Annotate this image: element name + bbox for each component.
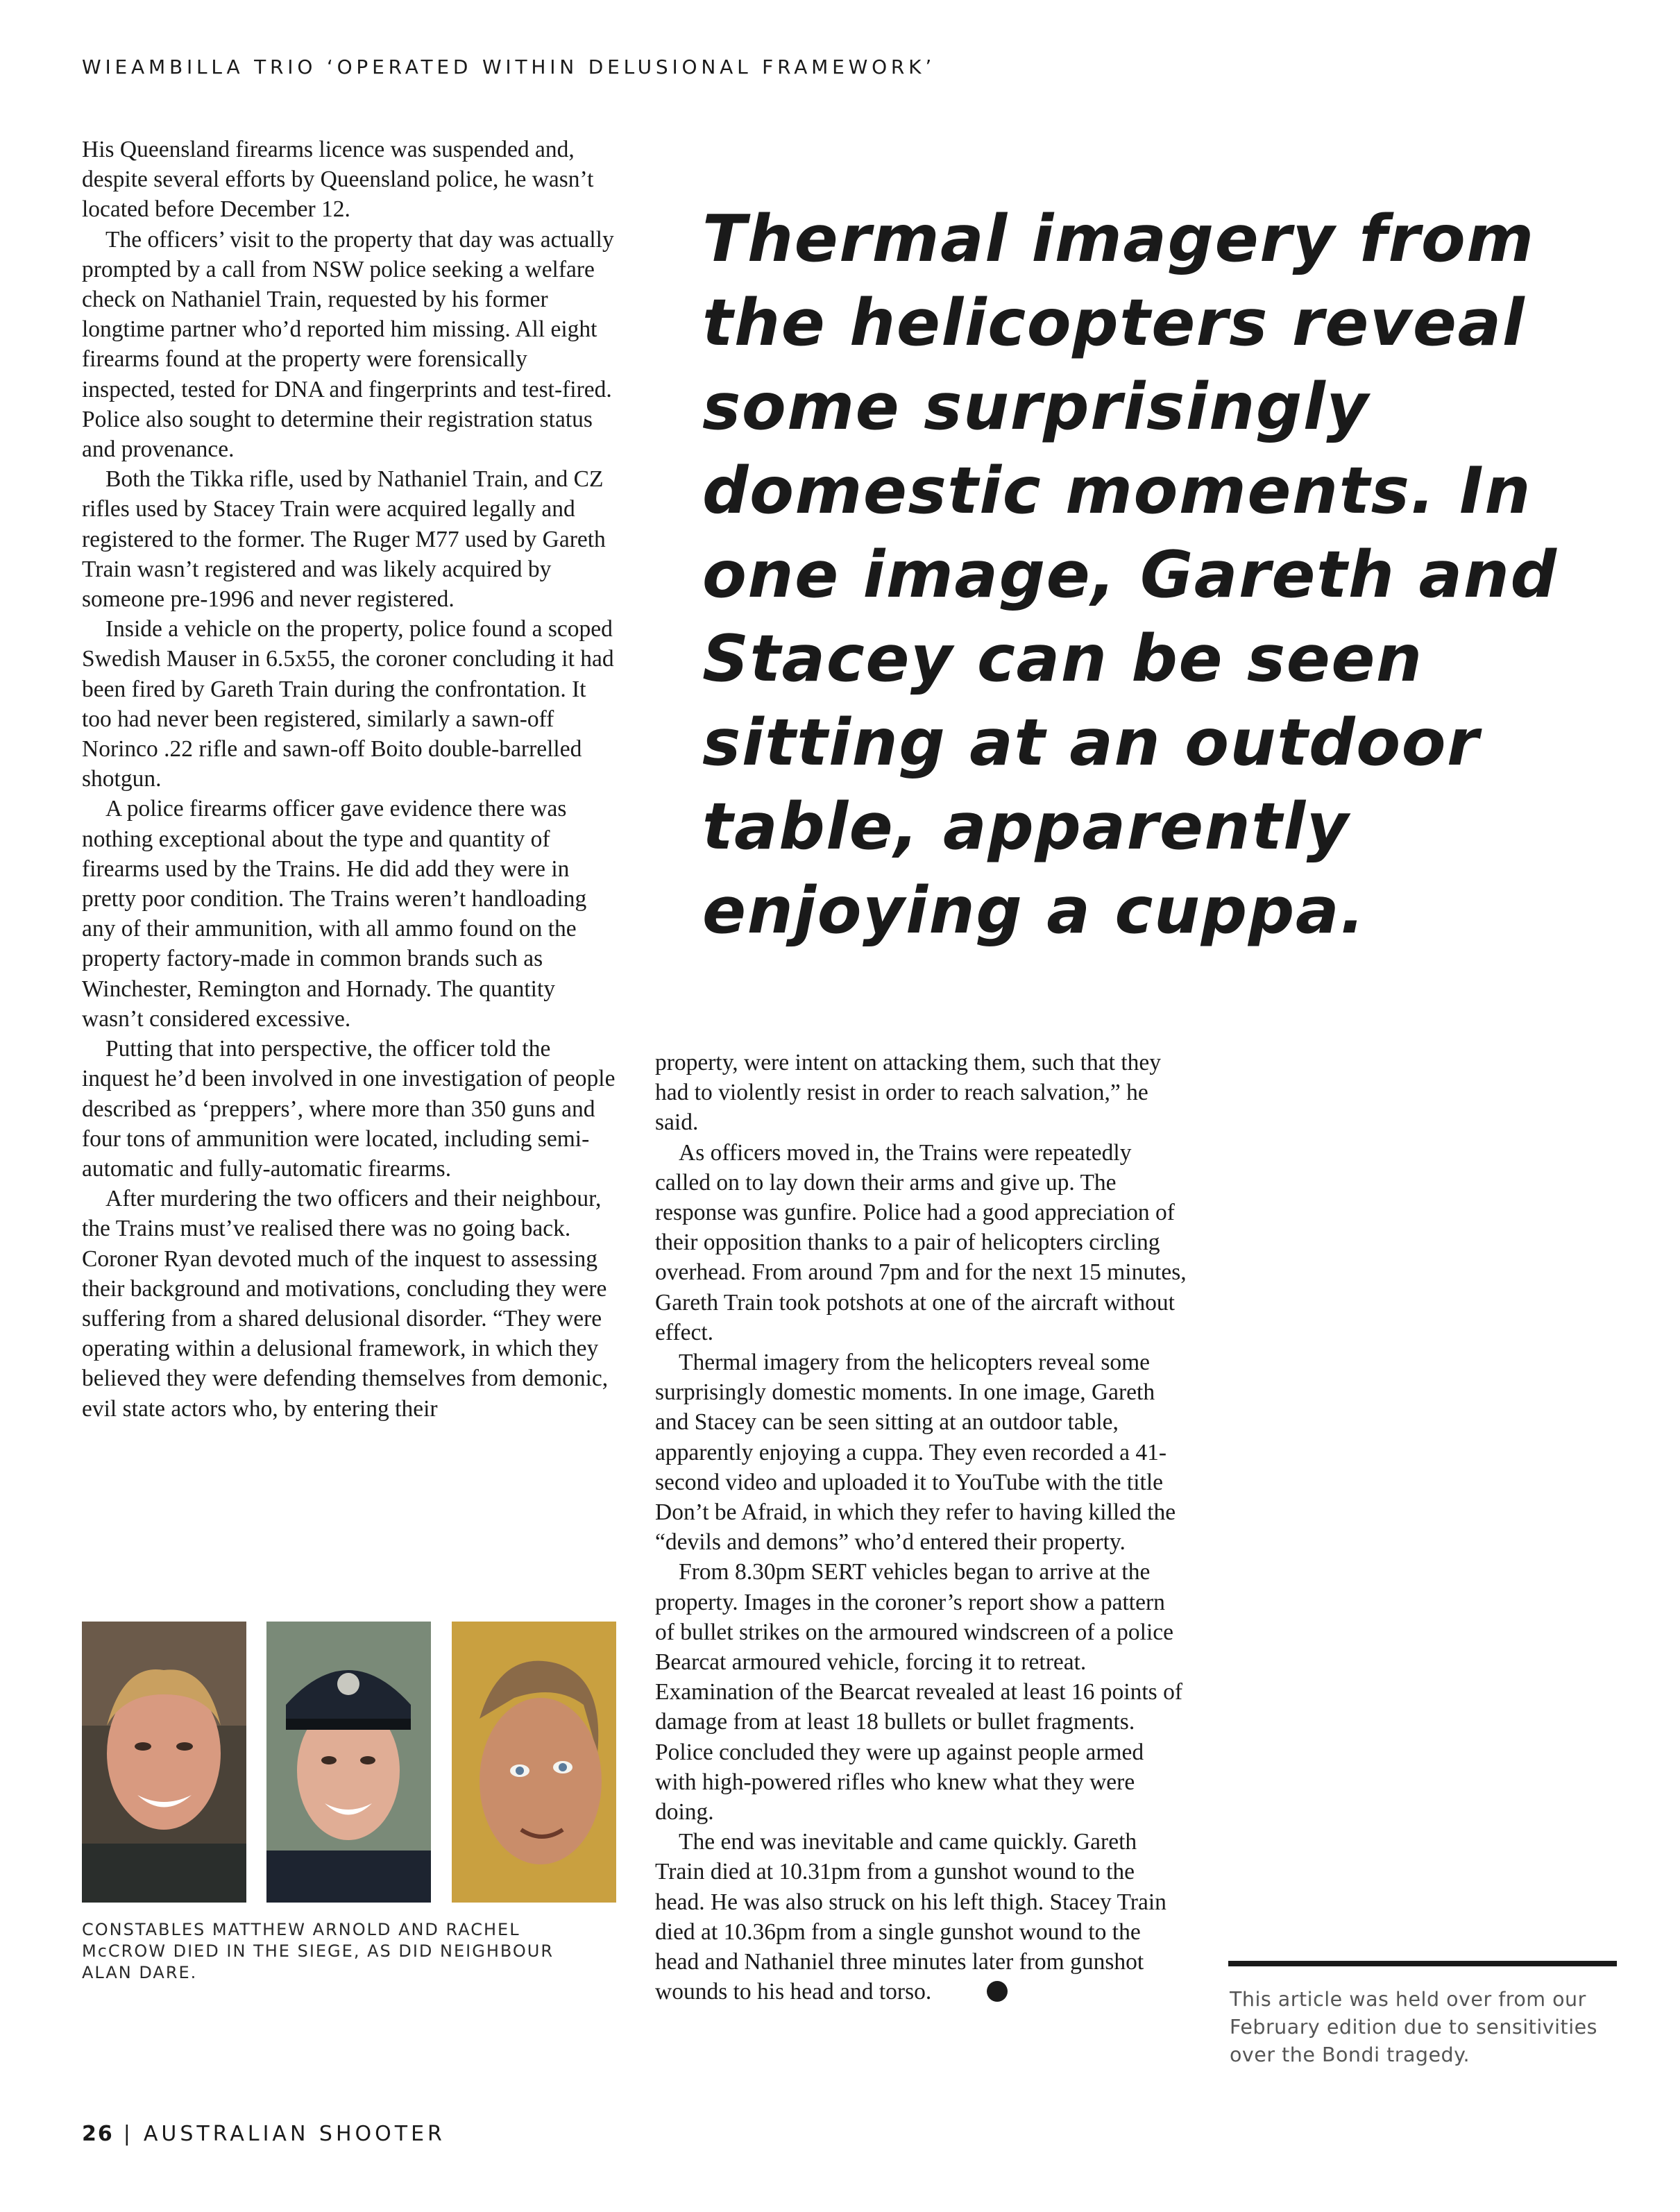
portrait-photo-alan-dare	[452, 1622, 616, 1903]
paragraph: Inside a vehicle on the property, police found a scoped Swedish Mauser in 6.5x55, the coroner concluding it had been fired by Gareth Train during the confrontation. It too had never been registered, similarly a sawn-off Norinco .22 rifle and sawn-off Boito double-barrelled shotgun.	[82, 616, 614, 792]
paragraph: After murdering the two officers and their neighbour, the Trains must’ve realised there was no going back. Coroner Ryan devoted much of the inquest to assessing their background and motivations, concluding they were suffering from a shared delusional disorder. “They were operating within a delusional framework, in which they believed they were defending themselves from demonic, evil state actors who, by entering their	[82, 1186, 609, 1422]
paragraph: Both the Tikka rifle, used by Nathaniel Train, and CZ rifles used by Stacey Train were acquired legally and registered to the former. The Ruger M77 used by Gareth Train wasn’t registered and was likely acquired by someone pre-1996 and never registered.	[82, 466, 606, 613]
paragraph: Putting that into perspective, the officer told the inquest he’d been involved in one investigation of people described as ‘preppers’, where more than 350 guns and four tons of ammunition were located, including semi-automatic and fully-automatic firearms.	[82, 1036, 616, 1182]
end-of-article-icon	[987, 1981, 1008, 2002]
paragraph-text: The end was inevitable and came quickly. Gareth Train died at 10.31pm from a gunshot wound to the head. He was also struck on his left thigh. Stacey Train died at 10.36pm from a single gunshot wound to the head and Nathaniel three minutes later from gunshot wounds to his head and torso.	[655, 1829, 1166, 2005]
page-number: 26	[82, 2122, 114, 2146]
editor-note: This article was held over from our February edition due to sensitivities over the Bondi tragedy.	[1230, 1988, 1598, 2066]
portrait-photo-rachel-mccrow	[266, 1622, 431, 1903]
paragraph: As officers moved in, the Trains were repeatedly called on to lay down their arms and give up. The response was gunfire. Police had a good appreciation of their opposition thanks to a pair of helicopters circling overhead. From around 7pm and for the next 15 minutes, Gareth Train took potshots at one of the aircraft without effect.	[655, 1139, 1187, 1345]
article-column-right	[655, 1048, 1189, 2007]
portrait-photo-matthew-arnold	[82, 1622, 246, 1903]
article-column-left	[82, 135, 616, 1424]
footer-separator: |	[123, 2122, 134, 2146]
paragraph: property, were intent on attacking them, such that they had to violently resist in order to reach salvation,” he said.	[655, 1050, 1162, 1136]
note-divider	[1228, 1961, 1617, 1966]
photo-strip	[82, 1622, 616, 1903]
paragraph: The officers’ visit to the property that day was actually prompted by a call from NSW police seeking a welfare check on Nathaniel Train, requested by his former longtime partner who’d reported him missing. All eight firearms found at the property were forensically inspected, tested for DNA and fingerprints and test-fired. Police also sought to determine their registration status and provenance.	[82, 226, 614, 463]
pull-quote: Thermal imagery from the helicopters reveal some surprisingly domestic moments. In one image, Gareth and Stacey can be seen sitting at an outdoor table, apparently enjoying a cuppa.	[702, 201, 1558, 948]
page-footer	[82, 2122, 446, 2146]
photo-caption: CONSTABLES MATTHEW ARNOLD AND RACHEL McCROW DIED IN THE SIEGE, AS DID NEIGHBOUR ALAN DARE.	[82, 1920, 554, 1982]
magazine-name: AUSTRALIAN SHOOTER	[143, 2122, 446, 2146]
article-kicker: WIEAMBILLA TRIO ‘OPERATED WITHIN DELUSIONAL FRAMEWORK’	[82, 56, 936, 78]
paragraph-final	[655, 1827, 1189, 2007]
paragraph: Thermal imagery from the helicopters reveal some surprisingly domestic moments. In one image, Gareth and Stacey can be seen sitting at an outdoor table, apparently enjoying a cuppa. They even recorded a 41-second video and uploaded it to YouTube with the title Don’t be Afraid, in which they refer to having killed the “devils and demons” who’d entered their property.	[655, 1350, 1176, 1556]
paragraph: From 8.30pm SERT vehicles began to arrive at the property. Images in the coroner’s report show a pattern of bullet strikes on the armoured windscreen of a police Bearcat armoured vehicle, forcing it to retreat. Examination of the Bearcat revealed at least 16 points of damage from at least 18 bullets or bullet fragments. Police concluded they were up against people armed with high-powered rifles who knew what they were doing.	[655, 1559, 1182, 1826]
paragraph: A police firearms officer gave evidence there was nothing exceptional about the type and quantity of firearms used by the Trains. He did add they were in pretty poor condition. The Trains weren’t handloading any of their ammunition, with all ammo found on the property factory-made in common brands such as Winchester, Remington and Hornady. The quantity wasn’t considered excessive.	[82, 796, 587, 1032]
paragraph: His Queensland firearms licence was suspended and, despite several efforts by Queensland police, he wasn’t located before December 12.	[82, 137, 594, 223]
